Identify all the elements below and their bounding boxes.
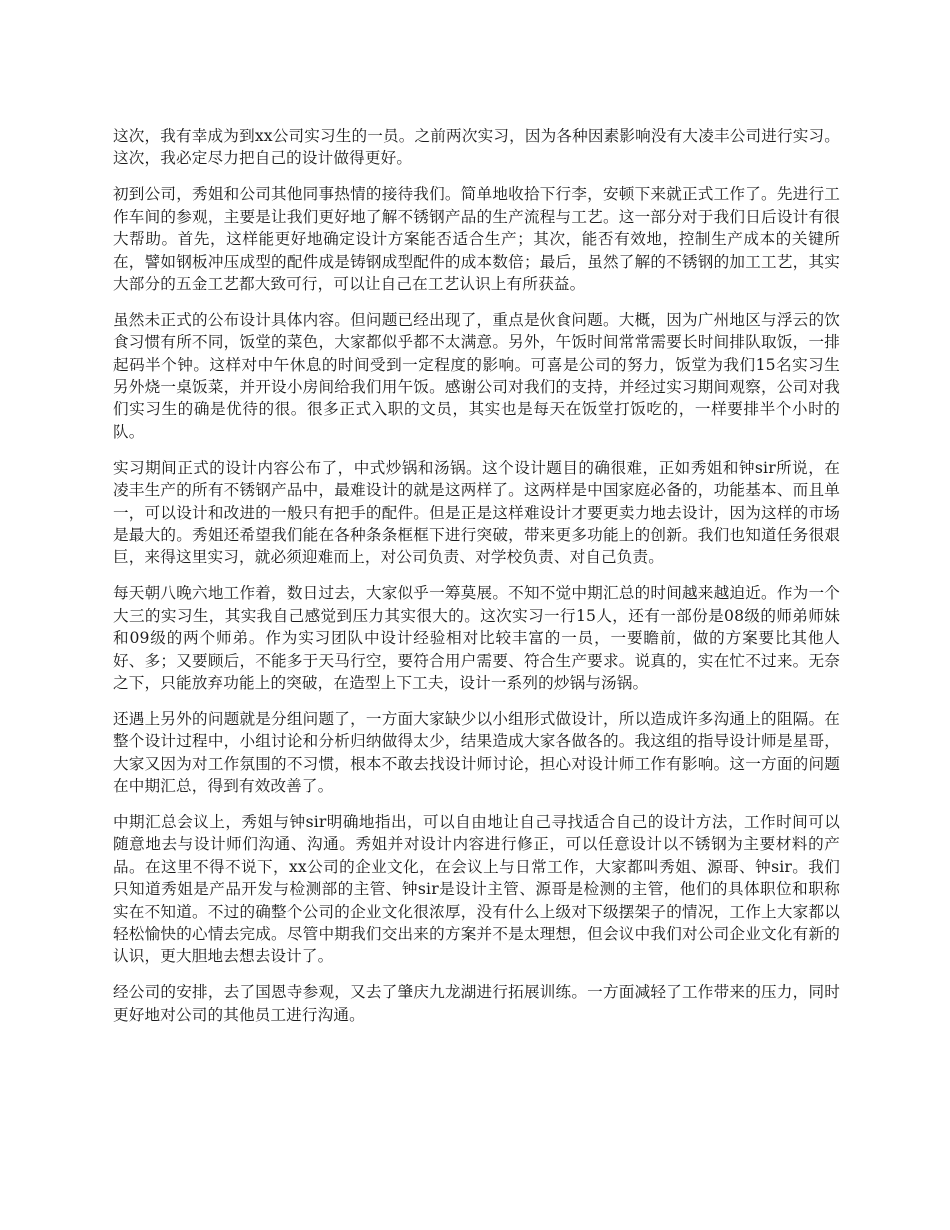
- document-body: [113, 125, 840, 1040]
- paragraph-6: 还遇上另外的问题就是分组问题了，一方面大家缺少以小组形式做设计，所以造成许多沟通上的阻隔。在整个设计过程中，小组讨论和分析归纳做得太少，结果造成大家各做各的。我这组的指导设计师是星哥，大家又因为对工作氛围的不习惯，根本不敢去找设计师讨论，担心对设计师工作有影响。这一方面的问题在中期汇总，得到有效改善了。: [113, 709, 840, 796]
- paragraph-3: 虽然未正式的公布设计具体内容。但问题已经出现了，重点是伙食问题。大概，因为广州地区与浮云的饮食习惯有所不同，饭堂的菜色，大家都似乎都不太满意。另外，午饭时间常常需要长时间排队取饭，一排起码半个钟。这样对中午休息的时间受到一定程度的影响。可喜是公司的努力，饭堂为我们15名实习生另外烧一桌饭菜，并开设小房间给我们用午饭。感谢公司对我们的支持，并经过实习期间观察，公司对我们实习生的确是优待的很。很多正式入职的文员，其实也是每天在饭堂打饭吃的，一样要排半个小时的队。: [113, 310, 840, 441]
- paragraph-4: 实习期间正式的设计内容公布了，中式炒锅和汤锅。这个设计题目的确很难，正如秀姐和钟sir所说，在凌丰生产的所有不锈钢产品中，最难设计的就是这两样了。这两样是中国家庭必备的，功能基本、而且单一，可以设计和改进的一般只有把手的配件。但是正是这样难设计才要更卖力地去设计，因为这样的市场是最大的。秀姐还希望我们能在各种条条框框下进行突破，带来更多功能上的创新。我们也知道任务很艰巨，来得这里实习，就必须迎难而上，对公司负责、对学校负责、对自己负责。: [113, 458, 840, 567]
- paragraph-8: 经公司的安排，去了国恩寺参观，又去了肇庆九龙湖进行拓展训练。一方面减轻了工作带来的压力，同时更好地对公司的其他员工进行沟通。: [113, 983, 840, 1024]
- paragraph-7: 中期汇总会议上，秀姐与钟sir明确地指出，可以自由地让自己寻找适合自己的设计方法，工作时间可以随意地去与设计师们沟通、沟通。秀姐并对设计内容进行修正，可以任意设计以不锈钢为主要材料的产品。在这里不得不说下，xx公司的企业文化，在会议上与日常工作，大家都叫秀姐、源哥、钟sir。我们只知道秀姐是产品开发与检测部的主管、钟sir是设计主管、源哥是检测的主管，他们的具体职位和职称实在不知道。不过的确整个公司的企业文化很浓厚，没有什么上级对下级摆架子的情况，工作上大家都以轻松愉快的心情去完成。尽管中期我们交出来的方案并不是太理想，但会议中我们对公司企业文化有新的认识，更大胆地去想去设计了。: [113, 812, 840, 966]
- paragraph-5: 每天朝八晚六地工作着，数日过去，大家似乎一筹莫展。不知不觉中期汇总的时间越来越迫近。作为一个大三的实习生，其实我自己感觉到压力其实很大的。这次实习一行15人，还有一部份是08级的师弟师妹和09级的两个师弟。作为实习团队中设计经验相对比较丰富的一员，一要瞻前，做的方案要比其他人好、多；又要顾后，不能多于天马行空，要符合用户需要、符合生产要求。说真的，实在忙不过来。无奈之下，只能放弃功能上的突破，在造型上下工夫，设计一系列的炒锅与汤锅。: [113, 584, 840, 692]
- paragraph-1: 这次，我有幸成为到xx公司实习生的一员。之前两次实习，因为各种因素影响没有大凌丰公司进行实习。这次，我必定尽力把自己的设计做得更好。: [113, 127, 840, 168]
- paragraph-2: 初到公司，秀姐和公司其他同事热情的接待我们。简单地收拾下行李，安顿下来就正式工作了。先进行工作车间的参观，主要是让我们更好地了解不锈钢产品的生产流程与工艺。这一部分对于我们日后设计有很大帮助。首先，这样能更好地确定设计方案能否适合生产；其次，能否有效地，控制生产成本的关键所在，譬如钢板冲压成型的配件成是铸钢成型配件的成本数倍；最后，虽然了解的不锈钢的加工工艺，其实大部分的五金工艺都大致可行，可以让自己在工艺认识上有所获益。: [113, 185, 840, 293]
